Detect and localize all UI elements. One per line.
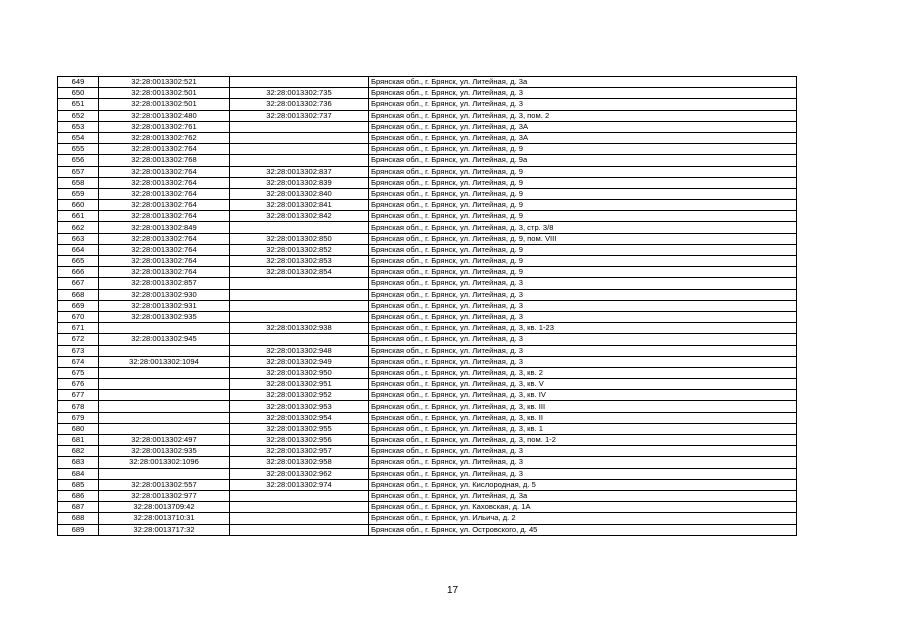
related-cadastral-number-cell (230, 490, 369, 501)
row-number-cell: 689 (58, 524, 99, 535)
row-number-cell: 650 (58, 88, 99, 99)
row-number-cell: 656 (58, 155, 99, 166)
related-cadastral-number-cell: 32:28:0013302:837 (230, 166, 369, 177)
row-number-cell: 676 (58, 379, 99, 390)
address-cell: Брянская обл., г. Брянск, ул. Литейная, д. 3А (369, 132, 797, 143)
table-row (58, 121, 797, 132)
table-row (58, 490, 797, 501)
row-number-cell: 683 (58, 457, 99, 468)
related-cadastral-number-cell: 32:28:0013302:957 (230, 446, 369, 457)
cadastral-number-cell: 32:28:0013302:764 (99, 233, 230, 244)
address-cell: Брянская обл., г. Брянск, ул. Литейная, д. 3 (369, 468, 797, 479)
cadastral-number-cell: 32:28:0013302:764 (99, 166, 230, 177)
related-cadastral-number-cell: 32:28:0013302:736 (230, 99, 369, 110)
cadastral-number-cell: 32:28:0013302:1094 (99, 356, 230, 367)
related-cadastral-number-cell: 32:28:0013302:955 (230, 423, 369, 434)
address-cell: Брянская обл., г. Брянск, ул. Литейная, д. 3 (369, 99, 797, 110)
address-cell: Брянская обл., г. Брянск, ул. Литейная, д. 3, стр. 3/8 (369, 222, 797, 233)
row-number-cell: 658 (58, 177, 99, 188)
table-row (58, 188, 797, 199)
row-number-cell: 677 (58, 390, 99, 401)
cadastral-number-cell: 32:28:0013710:31 (99, 513, 230, 524)
table-row (58, 412, 797, 423)
cadastral-number-cell (99, 379, 230, 390)
address-cell: Брянская обл., г. Брянск, ул. Литейная, д. 9 (369, 267, 797, 278)
related-cadastral-number-cell: 32:28:0013302:954 (230, 412, 369, 423)
cadastral-number-cell (99, 468, 230, 479)
row-number-cell: 679 (58, 412, 99, 423)
cadastral-number-cell: 32:28:0013302:857 (99, 278, 230, 289)
address-cell: Брянская обл., г. Брянск, ул. Литейная, д. 3 (369, 278, 797, 289)
table-row (58, 457, 797, 468)
table-row (58, 513, 797, 524)
cadastral-number-cell (99, 367, 230, 378)
related-cadastral-number-cell: 32:28:0013302:949 (230, 356, 369, 367)
related-cadastral-number-cell: 32:28:0013302:951 (230, 379, 369, 390)
related-cadastral-number-cell: 32:28:0013302:853 (230, 256, 369, 267)
address-cell: Брянская обл., г. Брянск, ул. Литейная, д. 3, кв. V (369, 379, 797, 390)
row-number-cell: 669 (58, 300, 99, 311)
address-cell: Брянская обл., г. Брянск, ул. Литейная, д. 3, кв. 1 (369, 423, 797, 434)
cadastral-number-cell: 32:28:0013302:497 (99, 435, 230, 446)
table-row (58, 367, 797, 378)
cadastral-number-cell: 32:28:0013302:764 (99, 211, 230, 222)
cadastral-number-cell: 32:28:0013302:764 (99, 144, 230, 155)
address-cell: Брянская обл., г. Брянск, ул. Литейная, д. 9 (369, 211, 797, 222)
address-cell: Брянская обл., г. Брянск, ул. Литейная, д. 3 (369, 457, 797, 468)
table-row (58, 390, 797, 401)
address-cell: Брянская обл., г. Брянск, ул. Литейная, д. 3, кв. III (369, 401, 797, 412)
address-cell: Брянская обл., г. Брянск, ул. Литейная, д. 3, кв. 1-23 (369, 323, 797, 334)
address-cell: Брянская обл., г. Брянск, ул. Литейная, д. 3 (369, 334, 797, 345)
cadastral-number-cell (99, 390, 230, 401)
row-number-cell: 662 (58, 222, 99, 233)
address-cell: Брянская обл., г. Брянск, ул. Литейная, д. 9 (369, 256, 797, 267)
cadastral-number-cell (99, 323, 230, 334)
table-row (58, 155, 797, 166)
related-cadastral-number-cell: 32:28:0013302:938 (230, 323, 369, 334)
address-cell: Брянская обл., г. Брянск, ул. Литейная, д. 3 (369, 300, 797, 311)
related-cadastral-number-cell: 32:28:0013302:974 (230, 479, 369, 490)
cadastral-number-cell: 32:28:0013302:849 (99, 222, 230, 233)
cadastral-number-cell: 32:28:0013302:762 (99, 132, 230, 143)
table-row (58, 300, 797, 311)
cadastral-number-cell: 32:28:0013302:935 (99, 446, 230, 457)
related-cadastral-number-cell (230, 132, 369, 143)
table-row (58, 356, 797, 367)
cadastral-number-cell: 32:28:0013302:930 (99, 289, 230, 300)
related-cadastral-number-cell (230, 513, 369, 524)
address-cell: Брянская обл., г. Брянск, ул. Литейная, д. 3, пом. 2 (369, 110, 797, 121)
cadastral-number-cell: 32:28:0013709:42 (99, 502, 230, 513)
table-row (58, 468, 797, 479)
table-row (58, 77, 797, 88)
table-row (58, 177, 797, 188)
address-cell: Брянская обл., г. Брянск, ул. Кислородная, д. 5 (369, 479, 797, 490)
cadastral-number-cell: 32:28:0013302:764 (99, 188, 230, 199)
related-cadastral-number-cell: 32:28:0013302:840 (230, 188, 369, 199)
related-cadastral-number-cell (230, 334, 369, 345)
row-number-cell: 664 (58, 244, 99, 255)
cadastral-number-cell: 32:28:0013302:557 (99, 479, 230, 490)
address-cell: Брянская обл., г. Брянск, ул. Литейная, д. 3 (369, 311, 797, 322)
address-cell: Брянская обл., г. Брянск, ул. Каховская, д. 1А (369, 502, 797, 513)
related-cadastral-number-cell (230, 121, 369, 132)
table-row (58, 401, 797, 412)
related-cadastral-number-cell (230, 311, 369, 322)
cadastral-number-cell: 32:28:0013302:764 (99, 244, 230, 255)
cadastral-number-cell: 32:28:0013302:764 (99, 177, 230, 188)
related-cadastral-number-cell: 32:28:0013302:735 (230, 88, 369, 99)
table-row (58, 289, 797, 300)
related-cadastral-number-cell (230, 502, 369, 513)
row-number-cell: 654 (58, 132, 99, 143)
related-cadastral-number-cell: 32:28:0013302:854 (230, 267, 369, 278)
cadastral-registry-table (57, 76, 797, 536)
row-number-cell: 666 (58, 267, 99, 278)
related-cadastral-number-cell: 32:28:0013302:842 (230, 211, 369, 222)
table-row (58, 144, 797, 155)
table-row (58, 435, 797, 446)
row-number-cell: 675 (58, 367, 99, 378)
row-number-cell: 670 (58, 311, 99, 322)
related-cadastral-number-cell: 32:28:0013302:839 (230, 177, 369, 188)
row-number-cell: 684 (58, 468, 99, 479)
row-number-cell: 687 (58, 502, 99, 513)
related-cadastral-number-cell: 32:28:0013302:948 (230, 345, 369, 356)
cadastral-number-cell: 32:28:0013302:764 (99, 200, 230, 211)
related-cadastral-number-cell: 32:28:0013302:953 (230, 401, 369, 412)
address-cell: Брянская обл., г. Брянск, ул. Литейная, д. 9 (369, 200, 797, 211)
related-cadastral-number-cell: 32:28:0013302:950 (230, 367, 369, 378)
cadastral-number-cell: 32:28:0013302:501 (99, 88, 230, 99)
table-row (58, 278, 797, 289)
table-row (58, 88, 797, 99)
related-cadastral-number-cell (230, 222, 369, 233)
row-number-cell: 671 (58, 323, 99, 334)
related-cadastral-number-cell: 32:28:0013302:952 (230, 390, 369, 401)
related-cadastral-number-cell (230, 77, 369, 88)
row-number-cell: 661 (58, 211, 99, 222)
address-cell: Брянская обл., г. Брянск, ул. Литейная, д. 3, кв. IV (369, 390, 797, 401)
table-row (58, 244, 797, 255)
address-cell: Брянская обл., г. Брянск, ул. Литейная, д. 9 (369, 244, 797, 255)
table-row (58, 110, 797, 121)
related-cadastral-number-cell (230, 524, 369, 535)
address-cell: Брянская обл., г. Брянск, ул. Литейная, д. 3 (369, 88, 797, 99)
cadastral-number-cell: 32:28:0013302:1096 (99, 457, 230, 468)
table-row (58, 502, 797, 513)
table-row (58, 233, 797, 244)
row-number-cell: 681 (58, 435, 99, 446)
row-number-cell: 651 (58, 99, 99, 110)
related-cadastral-number-cell: 32:28:0013302:962 (230, 468, 369, 479)
cadastral-number-cell: 32:28:0013302:768 (99, 155, 230, 166)
related-cadastral-number-cell: 32:28:0013302:841 (230, 200, 369, 211)
table-row (58, 200, 797, 211)
cadastral-number-cell: 32:28:0013302:764 (99, 256, 230, 267)
table-row (58, 256, 797, 267)
cadastral-number-cell: 32:28:0013717:32 (99, 524, 230, 535)
related-cadastral-number-cell (230, 300, 369, 311)
row-number-cell: 674 (58, 356, 99, 367)
address-cell: Брянская обл., г. Брянск, ул. Литейная, д. 3 (369, 345, 797, 356)
address-cell: Брянская обл., г. Брянск, ул. Литейная, д. 9а (369, 155, 797, 166)
row-number-cell: 678 (58, 401, 99, 412)
address-cell: Брянская обл., г. Брянск, ул. Литейная, д. 3а (369, 77, 797, 88)
related-cadastral-number-cell: 32:28:0013302:852 (230, 244, 369, 255)
address-cell: Брянская обл., г. Брянск, ул. Островского, д. 45 (369, 524, 797, 535)
address-cell: Брянская обл., г. Брянск, ул. Литейная, д. 3А (369, 121, 797, 132)
cadastral-number-cell: 32:28:0013302:764 (99, 267, 230, 278)
table-row (58, 334, 797, 345)
cadastral-number-cell (99, 412, 230, 423)
address-cell: Брянская обл., г. Брянск, ул. Литейная, д. 3а (369, 490, 797, 501)
address-cell: Брянская обл., г. Брянск, ул. Литейная, д. 9 (369, 144, 797, 155)
row-number-cell: 668 (58, 289, 99, 300)
row-number-cell: 685 (58, 479, 99, 490)
row-number-cell: 649 (58, 77, 99, 88)
row-number-cell: 653 (58, 121, 99, 132)
table-row (58, 423, 797, 434)
row-number-cell: 660 (58, 200, 99, 211)
row-number-cell: 673 (58, 345, 99, 356)
address-cell: Брянская обл., г. Брянск, ул. Литейная, д. 3 (369, 356, 797, 367)
related-cadastral-number-cell (230, 278, 369, 289)
row-number-cell: 672 (58, 334, 99, 345)
related-cadastral-number-cell (230, 289, 369, 300)
row-number-cell: 663 (58, 233, 99, 244)
address-cell: Брянская обл., г. Брянск, ул. Ильича, д. 2 (369, 513, 797, 524)
address-cell: Брянская обл., г. Брянск, ул. Литейная, д. 9 (369, 188, 797, 199)
table-row (58, 267, 797, 278)
row-number-cell: 686 (58, 490, 99, 501)
table-row (58, 524, 797, 535)
cadastral-number-cell: 32:28:0013302:931 (99, 300, 230, 311)
table-row (58, 479, 797, 490)
cadastral-number-cell (99, 423, 230, 434)
table-row (58, 99, 797, 110)
address-cell: Брянская обл., г. Брянск, ул. Литейная, д. 9 (369, 177, 797, 188)
related-cadastral-number-cell: 32:28:0013302:956 (230, 435, 369, 446)
related-cadastral-number-cell: 32:28:0013302:850 (230, 233, 369, 244)
cadastral-number-cell: 32:28:0013302:977 (99, 490, 230, 501)
cadastral-number-cell (99, 345, 230, 356)
address-cell: Брянская обл., г. Брянск, ул. Литейная, д. 3, кв. 2 (369, 367, 797, 378)
address-cell: Брянская обл., г. Брянск, ул. Литейная, д. 3, пом. 1-2 (369, 435, 797, 446)
related-cadastral-number-cell (230, 155, 369, 166)
table-row (58, 446, 797, 457)
row-number-cell: 665 (58, 256, 99, 267)
row-number-cell: 652 (58, 110, 99, 121)
related-cadastral-number-cell: 32:28:0013302:958 (230, 457, 369, 468)
row-number-cell: 655 (58, 144, 99, 155)
cadastral-number-cell: 32:28:0013302:521 (99, 77, 230, 88)
table-row (58, 222, 797, 233)
page-number: 17 (446, 585, 459, 596)
address-cell: Брянская обл., г. Брянск, ул. Литейная, д. 3 (369, 289, 797, 300)
cadastral-number-cell: 32:28:0013302:935 (99, 311, 230, 322)
row-number-cell: 688 (58, 513, 99, 524)
address-cell: Брянская обл., г. Брянск, ул. Литейная, д. 3, кв. II (369, 412, 797, 423)
row-number-cell: 682 (58, 446, 99, 457)
cadastral-number-cell: 32:28:0013302:761 (99, 121, 230, 132)
cadastral-number-cell: 32:28:0013302:945 (99, 334, 230, 345)
row-number-cell: 659 (58, 188, 99, 199)
address-cell: Брянская обл., г. Брянск, ул. Литейная, д. 9 (369, 166, 797, 177)
cadastral-number-cell (99, 401, 230, 412)
table-row (58, 311, 797, 322)
registry-table-body (58, 77, 797, 536)
cadastral-number-cell: 32:28:0013302:501 (99, 99, 230, 110)
table-row (58, 166, 797, 177)
table-row (58, 379, 797, 390)
row-number-cell: 680 (58, 423, 99, 434)
address-cell: Брянская обл., г. Брянск, ул. Литейная, д. 3 (369, 446, 797, 457)
row-number-cell: 657 (58, 166, 99, 177)
table-row (58, 132, 797, 143)
address-cell: Брянская обл., г. Брянск, ул. Литейная, д. 9, пом. VIII (369, 233, 797, 244)
table-row (58, 323, 797, 334)
related-cadastral-number-cell: 32:28:0013302:737 (230, 110, 369, 121)
table-row (58, 211, 797, 222)
cadastral-number-cell: 32:28:0013302:480 (99, 110, 230, 121)
row-number-cell: 667 (58, 278, 99, 289)
related-cadastral-number-cell (230, 144, 369, 155)
table-row (58, 345, 797, 356)
